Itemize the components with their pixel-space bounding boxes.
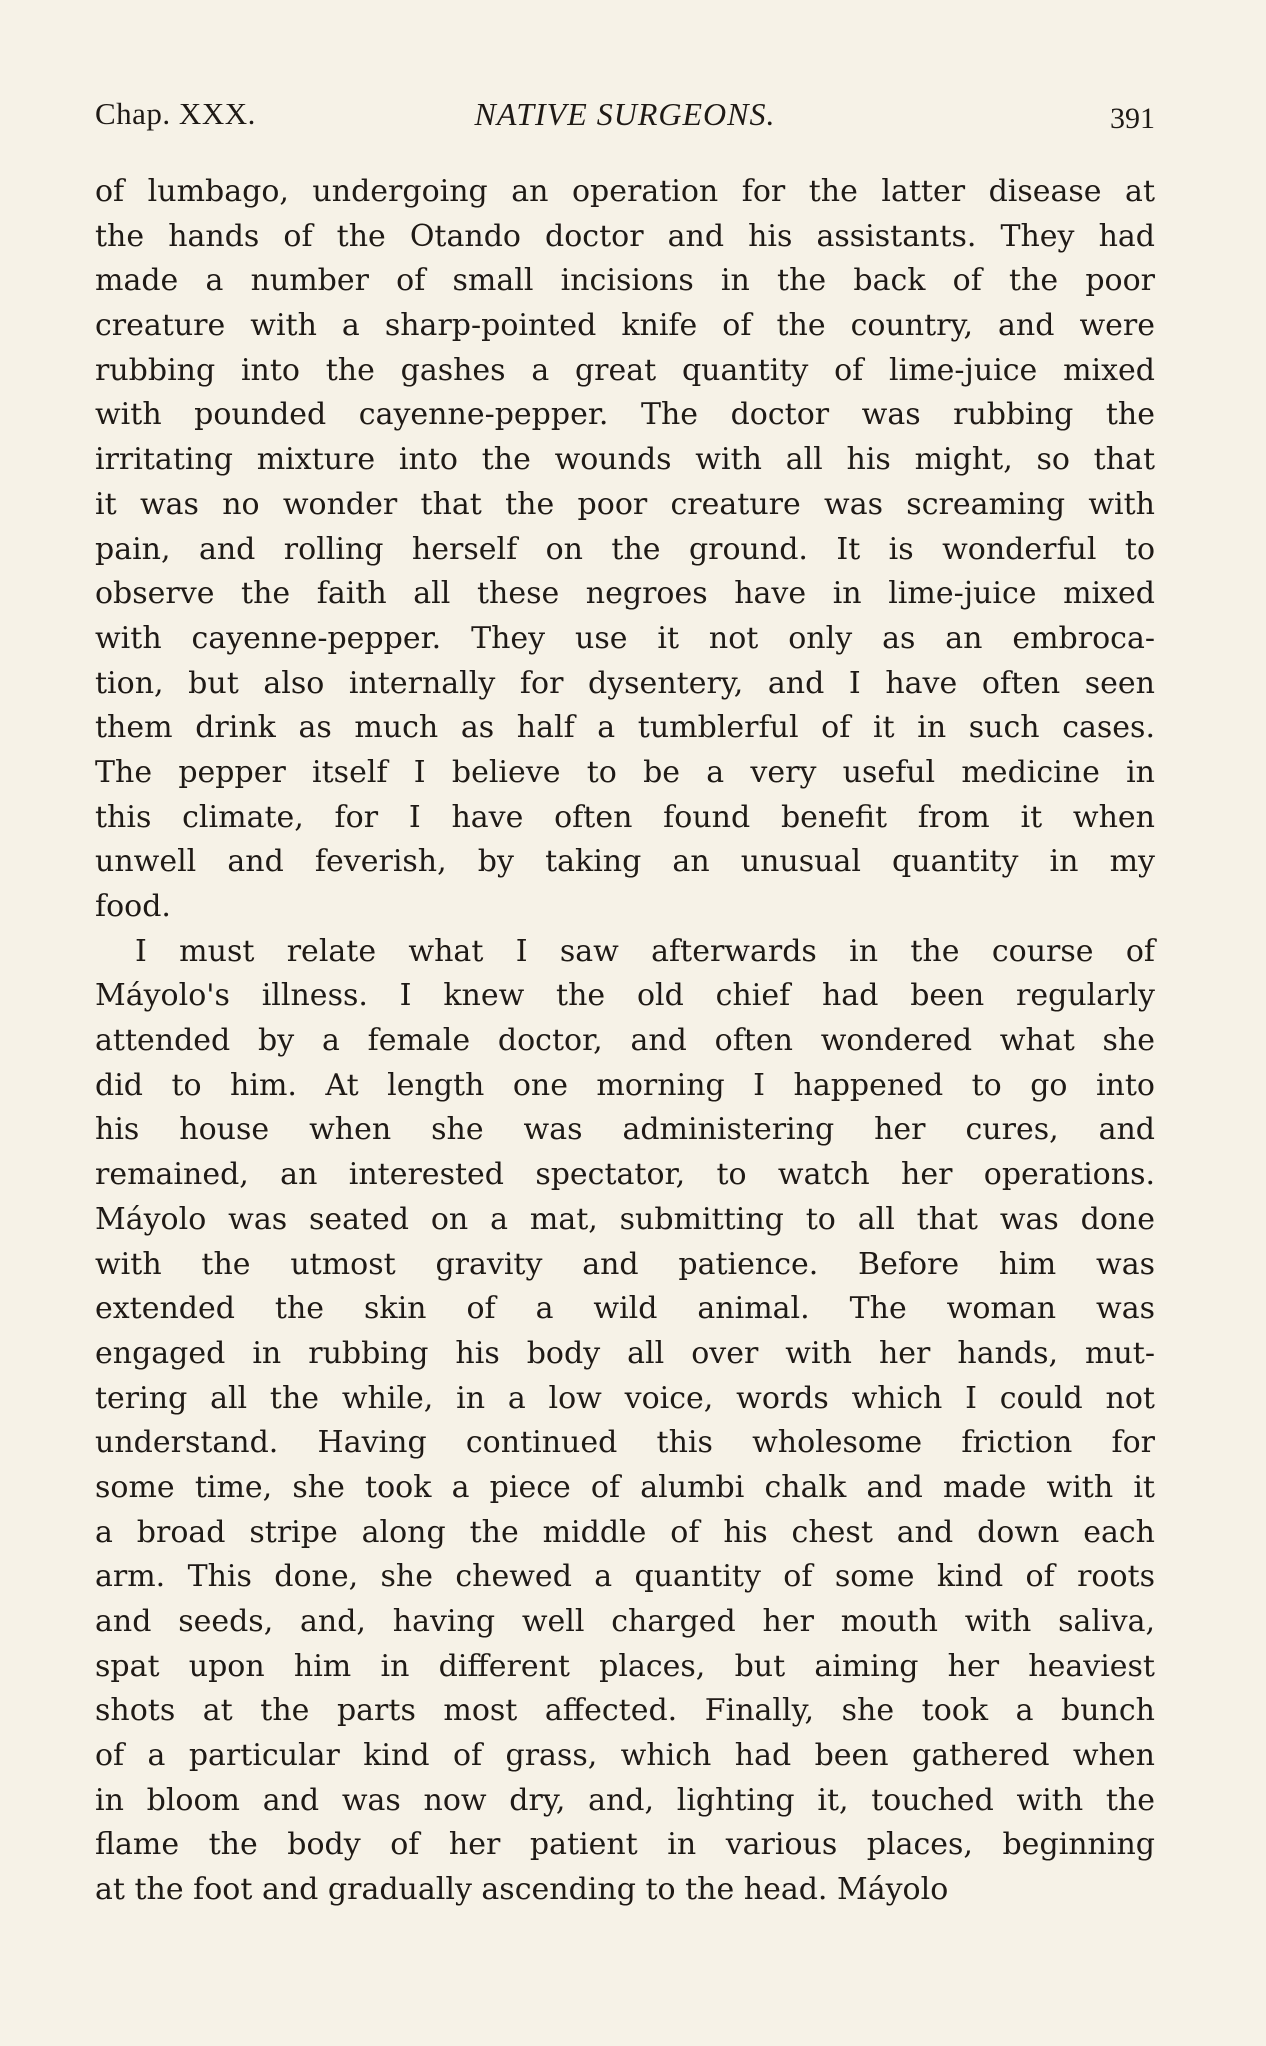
- text-line: attended by a female doctor, and often wondered what she: [95, 1023, 1155, 1059]
- text-line: flame the body of her patient in various places, beginning: [95, 1827, 1155, 1863]
- text-line: observe the faith all these negroes have in lime-juice mixed: [95, 576, 1155, 612]
- text-line: rubbing into the gashes a great quantity of lime-juice mixed: [95, 352, 1155, 388]
- text-line: some time, she took a piece of alumbi chalk and made with it: [95, 1469, 1155, 1505]
- page-number: 391: [1110, 102, 1155, 135]
- text-line: it was no wonder that the poor creature was screaming with: [95, 486, 1155, 522]
- text-line: Máyolo was seated on a mat, submitting to all that was done: [95, 1201, 1155, 1237]
- paragraph: [95, 170, 1155, 930]
- text-line: of a particular kind of grass, which had been gathered when: [95, 1738, 1155, 1774]
- text-line: in bloom and was now dry, and, lighting it, touched with the: [95, 1782, 1155, 1818]
- text-line: spat upon him in different places, but aiming her heaviest: [95, 1648, 1155, 1684]
- text-line: a broad stripe along the middle of his chest and down each: [95, 1514, 1155, 1550]
- text-line: I must relate what I saw afterwards in the course of: [135, 933, 1155, 969]
- text-line: Máyolo's illness. I knew the old chief had been regularly: [95, 978, 1155, 1014]
- text-line: extended the skin of a wild animal. The woman was: [95, 1291, 1155, 1327]
- text-line: The pepper itself I believe to be a very useful medicine in: [95, 754, 1155, 790]
- chapter-title: NATIVE SURGEONS.: [474, 96, 776, 132]
- chapter-label: Chap. XXX.: [95, 96, 256, 131]
- running-head: [95, 96, 1155, 146]
- text-line: at the foot and gradually ascending to the head. Máyolo: [95, 1872, 949, 1908]
- text-line: with pounded cayenne-pepper. The doctor was rubbing the: [95, 397, 1155, 433]
- text-line: creature with a sharp-pointed knife of the country, and were: [95, 308, 1155, 344]
- text-line: with the utmost gravity and patience. Before him was: [95, 1246, 1155, 1282]
- text-line: them drink as much as half a tumblerful of it in such cases.: [95, 710, 1155, 746]
- text-line: did to him. At length one morning I happened to go into: [95, 1067, 1155, 1103]
- text-line: engaged in rubbing his body all over with her hands, mut-: [95, 1335, 1155, 1371]
- text-line: food.: [95, 889, 171, 924]
- body-text: [95, 170, 1155, 1913]
- text-line: pain, and rolling herself on the ground. It is wonderful to: [95, 531, 1155, 567]
- text-line: with cayenne-pepper. They use it not only as an embroca-: [95, 620, 1155, 656]
- text-line: remained, an interested spectator, to watch her operations.: [95, 1157, 1155, 1193]
- text-line: the hands of the Otando doctor and his assistants. They had: [95, 218, 1155, 254]
- text-line: tering all the while, in a low voice, words which I could not: [95, 1380, 1155, 1416]
- text-line: unwell and feverish, by taking an unusual quantity in my: [95, 844, 1155, 880]
- text-line: made a number of small incisions in the back of the poor: [95, 263, 1155, 299]
- text-line: irritating mixture into the wounds with all his might, so that: [95, 442, 1155, 478]
- text-line: tion, but also internally for dysentery, and I have often seen: [95, 665, 1155, 701]
- paragraph: [95, 930, 1155, 1913]
- text-line: and seeds, and, having well charged her mouth with saliva,: [95, 1604, 1155, 1639]
- text-line: his house when she was administering her cures, and: [95, 1112, 1155, 1148]
- text-line: understand. Having continued this wholesome friction for: [95, 1425, 1155, 1461]
- text-line: arm. This done, she chewed a quantity of some kind of roots: [95, 1559, 1155, 1595]
- text-line: shots at the parts most affected. Finally, she took a bunch: [95, 1693, 1155, 1729]
- text-line: this climate, for I have often found benefit from it when: [95, 799, 1155, 835]
- text-line: of lumbago, undergoing an operation for the latter disease at: [95, 174, 1155, 209]
